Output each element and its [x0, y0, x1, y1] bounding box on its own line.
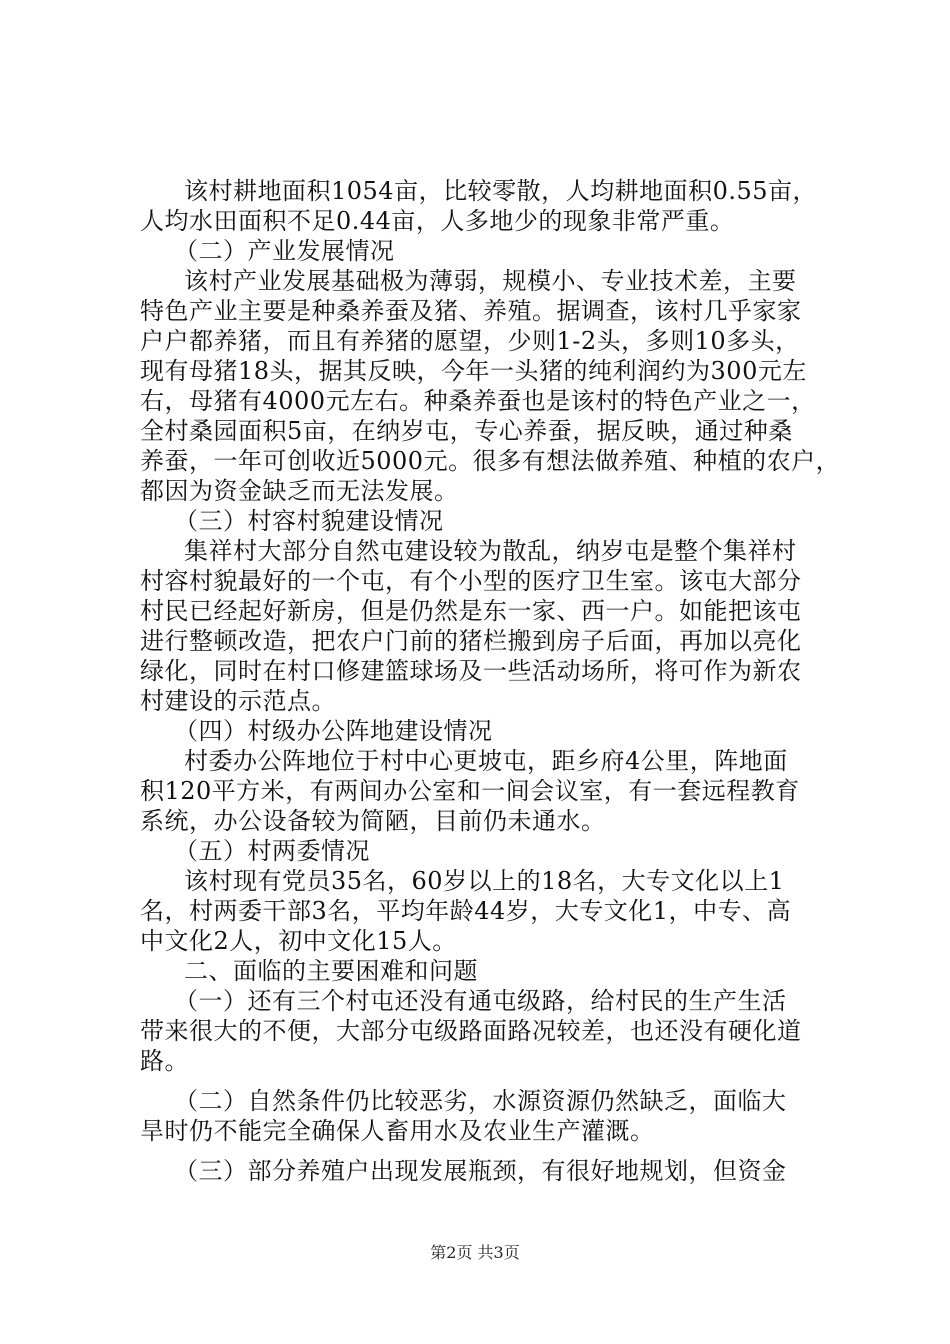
- text-line: 村容村貌最好的一个屯，有个小型的医疗卫生室。该屯大部分: [140, 567, 802, 595]
- section-heading-line: （二）产业发展情况: [174, 237, 395, 265]
- text-line: 村委办公阵地位于村中心更坡屯，距乡府4公里，阵地面: [184, 747, 788, 775]
- text-line: 中文化2人，初中文化15人。: [140, 927, 457, 955]
- section-heading-line: （五）村两委情况: [174, 837, 370, 865]
- section-heading-line: （三）部分养殖户出现发展瓶颈，有很好地规划，但资金: [174, 1157, 787, 1185]
- document-body: [140, 176, 841, 1186]
- text-line: 带来很大的不便，大部分屯级路面路况较差，也还没有硬化道: [140, 1017, 802, 1045]
- text-line: 该村现有党员35名，60岁以上的18名，大专文化以上1: [184, 867, 785, 895]
- text-line: 都因为资金缺乏而无法发展。: [140, 477, 459, 505]
- text-line: 全村桑园面积5亩，在纳岁屯，专心养蚕，据反映，通过种桑: [140, 417, 793, 445]
- section-heading-line: （三）村容村貌建设情况: [174, 507, 444, 535]
- page-footer: 第2页 共3页: [430, 1243, 520, 1262]
- text-line: 系统，办公设备较为简陋，目前仍未通水。: [140, 807, 606, 835]
- text-line: 人均水田面积不足0.44亩，人多地少的现象非常严重。: [140, 207, 735, 235]
- text-line: 二、面临的主要困难和问题: [184, 957, 478, 985]
- text-line: 特色产业主要是种桑养蚕及猪、养殖。据调查，该村几乎家家: [140, 297, 802, 325]
- text-line: 名，村两委干部3名，平均年龄44岁，大专文化1，中专、高: [140, 897, 792, 925]
- section-heading-line: （二）自然条件仍比较恶劣，水源资源仍然缺乏，面临大: [174, 1087, 787, 1115]
- text-line: 养蚕，一年可创收近5000元。很多有想法做养殖、种植的农户，: [140, 447, 841, 475]
- text-line: 进行整顿改造，把农户门前的猪栏搬到房子后面，再加以亮化: [140, 627, 802, 655]
- text-line: 该村产业发展基础极为薄弱，规模小、专业技术差，主要: [184, 267, 797, 295]
- text-line: 绿化，同时在村口修建篮球场及一些活动场所，将可作为新农: [140, 657, 802, 685]
- text-line: 路。: [140, 1047, 189, 1075]
- text-line: 户户都养猪，而且有养猪的愿望，少则1-2头，多则10多头，: [140, 327, 800, 355]
- paragraph-gap: [140, 1076, 830, 1086]
- text-line: 现有母猪18头，据其反映，今年一头猪的纯利润约为300元左: [140, 357, 807, 385]
- text-line: 该村耕地面积1054亩，比较零散，人均耕地面积0.55亩，: [184, 177, 818, 205]
- text-line: 集祥村大部分自然屯建设较为散乱，纳岁屯是整个集祥村: [184, 537, 797, 565]
- section-heading-line: （一）还有三个村屯还没有通屯级路，给村民的生产生活: [174, 987, 787, 1015]
- text-line: 旱时仍不能完全确保人畜用水及农业生产灌溉。: [140, 1117, 655, 1145]
- text-line: 村民已经起好新房，但是仍然是东一家、西一户。如能把该屯: [140, 597, 802, 625]
- text-line: 村建设的示范点。: [140, 687, 336, 715]
- text-line: 右，母猪有4000元左右。种桑养蚕也是该村的特色产业之一，: [140, 387, 816, 415]
- section-heading-line: （四）村级办公阵地建设情况: [174, 717, 493, 745]
- paragraph-gap: [140, 1146, 830, 1156]
- text-line: 积120平方米，有两间办公室和一间会议室，有一套远程教育: [140, 777, 800, 805]
